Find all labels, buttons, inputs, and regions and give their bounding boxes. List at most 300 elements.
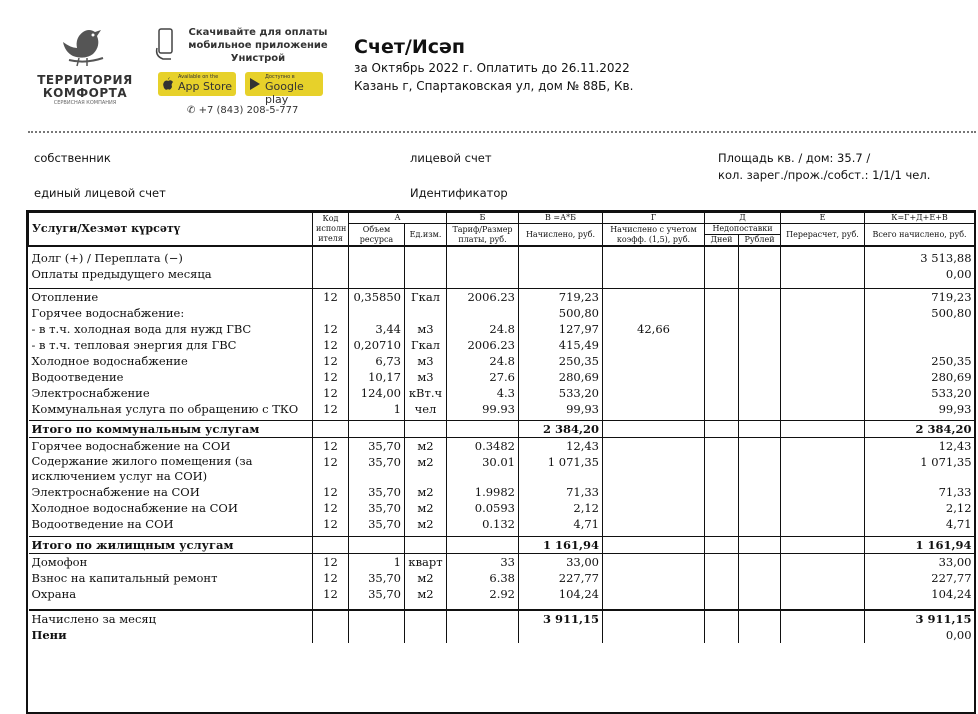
cell-volume: 35,70: [349, 438, 405, 455]
unified-account-label: единый лицевой счет: [34, 186, 166, 200]
cell-tariff: [447, 266, 519, 282]
cell-recalc: [781, 553, 865, 570]
cell-unit: [405, 536, 447, 553]
header-rubles: Рублей: [739, 235, 781, 247]
cell-tariff: 6.38: [447, 570, 519, 586]
cell-coef: [603, 610, 705, 627]
cell-charged: 3 911,15: [519, 610, 603, 627]
invoice-header: [0, 0, 978, 130]
cell-name: Холодное водоснабжение на СОИ: [31, 501, 238, 515]
cell-charged: [519, 627, 603, 643]
cell-volume: 1: [349, 401, 405, 417]
cell-code: 12: [313, 484, 349, 500]
cell-recalc: [781, 500, 865, 516]
cell-charged: 2 384,20: [519, 421, 603, 438]
housing-row: [29, 454, 975, 484]
phone-hand-icon: [155, 28, 177, 60]
cell-unit: м2: [405, 516, 447, 532]
cell-unit: м2: [405, 500, 447, 516]
cell-recalc: [781, 570, 865, 586]
cell-rubles: [739, 250, 781, 266]
cell-rubles: [739, 421, 781, 438]
cell-rubles: [739, 627, 781, 643]
cell-name: Содержание жилого помещения (за исключением услуг на СОИ): [31, 454, 253, 483]
cell-code: [313, 305, 349, 321]
cell-unit: [405, 266, 447, 282]
cell-coef: [603, 570, 705, 586]
cell-code: 12: [313, 369, 349, 385]
cell-charged: 250,35: [519, 353, 603, 369]
cell-rubles: [739, 353, 781, 369]
cell-code: [313, 266, 349, 282]
utility-row: [29, 288, 975, 305]
company-logo: [30, 22, 140, 122]
cell-unit: Гкал: [405, 337, 447, 353]
cell-recalc: [781, 385, 865, 401]
cell-tariff: 33: [447, 553, 519, 570]
header-row-letters: [29, 213, 975, 224]
cell-total: 500,80: [865, 305, 975, 321]
cell-volume: 1: [349, 553, 405, 570]
cell-coef: [603, 288, 705, 305]
cell-coef: [603, 250, 705, 266]
cell-total: 0,00: [865, 627, 975, 643]
cell-charged: 415,49: [519, 337, 603, 353]
cell-rubles: [739, 438, 781, 455]
housing-total-row: [29, 536, 975, 553]
brand-name-line1: ТЕРРИТОРИЯ: [37, 73, 133, 87]
cell-volume: [349, 250, 405, 266]
cell-total: 104,24: [865, 586, 975, 602]
cell-volume: 35,70: [349, 454, 405, 484]
google-play-button[interactable]: [245, 72, 323, 106]
cell-volume: 35,70: [349, 586, 405, 602]
header-service: Услуги/Хезмәт күрсәтү: [29, 213, 313, 247]
cell-days: [705, 353, 739, 369]
utility-row: [29, 369, 975, 385]
cell-coef: [603, 369, 705, 385]
cell-recalc: [781, 321, 865, 337]
utility-row: [29, 385, 975, 401]
cell-name: Оплаты предыдущего месяца: [31, 267, 212, 281]
header-unit: Ед.изм.: [405, 224, 447, 247]
cell-days: [705, 536, 739, 553]
account-label: лицевой счет: [410, 151, 492, 165]
brand-subtitle: СЕРВИСНАЯ КОМПАНИЯ: [53, 100, 117, 106]
cell-tariff: [447, 536, 519, 553]
cell-days: [705, 337, 739, 353]
housing-row: [29, 484, 975, 500]
cell-name: Охрана: [31, 586, 77, 601]
cell-total: 719,23: [865, 288, 975, 305]
cell-coef: [603, 484, 705, 500]
header-days: Дней: [705, 235, 739, 247]
cell-coef: [603, 337, 705, 353]
cell-rubles: [739, 500, 781, 516]
cell-volume: [349, 536, 405, 553]
cell-name: Пени: [31, 627, 67, 642]
cell-days: [705, 516, 739, 532]
cell-total: 99,93: [865, 401, 975, 417]
cell-days: [705, 421, 739, 438]
header-d: Д: [705, 213, 781, 224]
cell-tariff: 4.3: [447, 385, 519, 401]
header-code: Код исполн ителя: [313, 213, 349, 247]
charges-table-body: [29, 246, 975, 643]
cell-tariff: 2006.23: [447, 288, 519, 305]
cell-total: 0,00: [865, 266, 975, 282]
month-total-row: [29, 610, 975, 627]
cell-total: 3 513,88: [865, 250, 975, 266]
cell-days: [705, 610, 739, 627]
cell-unit: [405, 602, 447, 610]
cell-rubles: [739, 266, 781, 282]
cell-volume: 3,44: [349, 321, 405, 337]
cell-charged: 4,71: [519, 516, 603, 532]
cell-recalc: [781, 421, 865, 438]
cell-code: 12: [313, 516, 349, 532]
cell-rubles: [739, 553, 781, 570]
cell-name: Горячее водоснабжение на СОИ: [29, 438, 313, 455]
cell-code: 12: [313, 337, 349, 353]
cell-code: [313, 421, 349, 438]
cell-coef: [603, 421, 705, 438]
cell-tariff: 24.8: [447, 353, 519, 369]
cell-total: [865, 602, 975, 610]
header-a: А: [349, 213, 447, 224]
cell-tariff: 2.92: [447, 586, 519, 602]
cell-recalc: [781, 438, 865, 455]
cell-charged: 1 071,35: [519, 454, 603, 484]
cell-tariff: 99.93: [447, 401, 519, 417]
cell-total: 2,12: [865, 500, 975, 516]
housing-row: [29, 516, 975, 532]
bird-logo-icon: [55, 22, 115, 70]
apple-icon: [162, 77, 174, 91]
cell-days: [705, 586, 739, 602]
cell-recalc: [781, 627, 865, 643]
cell-coef: [603, 536, 705, 553]
gplay-label: Google play: [265, 80, 304, 106]
cell-rubles: [739, 369, 781, 385]
header-total: Всего начислено, руб.: [865, 224, 975, 247]
phone-icon: ✆: [187, 105, 196, 116]
cell-name: Домофон: [29, 553, 313, 570]
cell-volume: [349, 421, 405, 438]
support-phone[interactable]: [187, 105, 298, 116]
cell-code: [313, 610, 349, 627]
brand-name-line2: КОМФОРТА: [42, 86, 128, 100]
cell-rubles: [739, 454, 781, 484]
cell-tariff: [447, 421, 519, 438]
cell-days: [705, 305, 739, 321]
cell-unit: [405, 250, 447, 266]
cell-total: [865, 337, 975, 353]
gplay-small-text: Доступно в: [265, 74, 295, 80]
cell-rubles: [739, 586, 781, 602]
cell-unit: [405, 610, 447, 627]
cell-code: 12: [313, 353, 349, 369]
cell-volume: 35,70: [349, 500, 405, 516]
cell-volume: [349, 602, 405, 610]
cell-name: Итого по жилищным услугам: [29, 536, 313, 553]
cell-code: 12: [313, 586, 349, 602]
utility-row: [29, 321, 975, 337]
cell-code: [313, 602, 349, 610]
cell-name: Электроснабжение на СОИ: [31, 485, 200, 499]
cell-volume: 35,70: [349, 516, 405, 532]
header-g: Г: [603, 213, 705, 224]
cell-coef: [603, 553, 705, 570]
cell-name: Начислено за месяц: [29, 610, 313, 627]
cell-coef: [603, 385, 705, 401]
header-k: К=Г+Д+Е+В: [865, 213, 975, 224]
cell-total: 533,20: [865, 385, 975, 401]
cell-unit: м2: [405, 586, 447, 602]
cell-volume: [349, 610, 405, 627]
cell-days: [705, 321, 739, 337]
cell-recalc: [781, 536, 865, 553]
area-label: Площадь кв. / дом: 35.7 /: [718, 151, 871, 165]
cell-coef: [603, 627, 705, 643]
cell-recalc: [781, 305, 865, 321]
cell-unit: [405, 627, 447, 643]
cell-total: 227,77: [865, 570, 975, 586]
cell-total: [865, 321, 975, 337]
utility-row: [29, 353, 975, 369]
cell-days: [705, 627, 739, 643]
debt-row: [29, 250, 975, 266]
cell-charged: 12,43: [519, 438, 603, 455]
cell-code: 12: [313, 570, 349, 586]
cell-volume: 35,70: [349, 484, 405, 500]
header-shortfall: Недопоставки: [705, 224, 781, 235]
cell-tariff: 30.01: [447, 454, 519, 484]
cell-volume: [349, 627, 405, 643]
cell-coef: [603, 353, 705, 369]
cell-days: [705, 385, 739, 401]
cell-tariff: [447, 627, 519, 643]
utilities-total-row: [29, 421, 975, 438]
cell-tariff: [447, 305, 519, 321]
cell-recalc: [781, 516, 865, 532]
cell-charged: [519, 266, 603, 282]
cell-code: 12: [313, 438, 349, 455]
cell-days: [705, 553, 739, 570]
cell-coef: [603, 602, 705, 610]
cell-code: 12: [313, 553, 349, 570]
cell-unit: кварт: [405, 553, 447, 570]
cell-volume: 10,17: [349, 369, 405, 385]
header-recalc: Перерасчет, руб.: [781, 224, 865, 247]
cell-name: - в т.ч. тепловая энергия для ГВС: [31, 337, 237, 352]
cell-days: [705, 288, 739, 305]
cell-unit: м2: [405, 484, 447, 500]
penalty-row: [29, 627, 975, 643]
cell-tariff: [447, 250, 519, 266]
cell-charged: 127,97: [519, 321, 603, 337]
cell-rubles: [739, 516, 781, 532]
cell-recalc: [781, 586, 865, 602]
cell-code: 12: [313, 401, 349, 417]
cell-code: 12: [313, 288, 349, 305]
cell-days: [705, 484, 739, 500]
cell-name: Итого по коммунальным услугам: [29, 421, 313, 438]
appstore-label: App Store: [178, 80, 233, 93]
cell-charged: 227,77: [519, 570, 603, 586]
cell-coef: 42,66: [603, 321, 705, 337]
cell-charged: 2,12: [519, 500, 603, 516]
cell-recalc: [781, 337, 865, 353]
housing-row: [29, 438, 975, 455]
other-service-row: [29, 570, 975, 586]
google-play-icon: [249, 77, 261, 91]
cell-rubles: [739, 321, 781, 337]
cell-coef: [603, 401, 705, 417]
cell-charged: 99,93: [519, 401, 603, 417]
cell-days: [705, 570, 739, 586]
cell-recalc: [781, 401, 865, 417]
cell-rubles: [739, 401, 781, 417]
cell-days: [705, 454, 739, 484]
cell-total: 280,69: [865, 369, 975, 385]
cell-unit: м2: [405, 570, 447, 586]
cell-name: Электроснабжение: [31, 385, 150, 400]
cell-rubles: [739, 484, 781, 500]
cell-charged: 280,69: [519, 369, 603, 385]
prev-payment-row: [29, 266, 975, 282]
other-service-row: [29, 586, 975, 602]
cell-name: Холодное водоснабжение: [31, 353, 188, 368]
utility-row: [29, 305, 975, 321]
cell-name: Горячее водоснабжение:: [31, 305, 185, 320]
cell-code: [313, 627, 349, 643]
header-volume: Объем ресурса: [349, 224, 405, 247]
cell-tariff: 0.132: [447, 516, 519, 532]
cell-name: Отопление: [29, 288, 313, 305]
housing-row: [29, 500, 975, 516]
cell-code: [313, 250, 349, 266]
cell-rubles: [739, 385, 781, 401]
invoice-title: Счет/Исәп: [354, 36, 466, 58]
cell-total: 3 911,15: [865, 610, 975, 627]
cell-name: Водоотведение: [31, 369, 124, 384]
cell-tariff: 24.8: [447, 321, 519, 337]
cell-volume: 124,00: [349, 385, 405, 401]
cell-name: Коммунальная услуга по обращению с ТКО: [31, 401, 299, 416]
invoice-period: за Октябрь 2022 г. Оплатить до 26.11.2022: [354, 61, 630, 75]
cell-total: 1 161,94: [865, 536, 975, 553]
cell-days: [705, 401, 739, 417]
cell-name: - в т.ч. холодная вода для нужд ГВС: [31, 321, 252, 336]
header-coef: Начислено с учетом коэфф. (1,5), руб.: [603, 224, 705, 247]
cell-total: 250,35: [865, 353, 975, 369]
cell-unit: м3: [405, 369, 447, 385]
cell-name: Взнос на капитальный ремонт: [31, 570, 218, 585]
cell-recalc: [781, 484, 865, 500]
other-service-row: [29, 553, 975, 570]
dotted-divider: [28, 131, 976, 133]
cell-unit: м3: [405, 321, 447, 337]
cell-recalc: [781, 454, 865, 484]
app-promo: [155, 26, 330, 121]
cell-code: [313, 536, 349, 553]
cell-tariff: 2006.23: [447, 337, 519, 353]
cell-charged: 533,20: [519, 385, 603, 401]
cell-name: [29, 602, 313, 610]
cell-tariff: 0.3482: [447, 438, 519, 455]
cell-total: 71,33: [865, 484, 975, 500]
cell-rubles: [739, 288, 781, 305]
identifier-label: Идентификатор: [410, 186, 508, 200]
cell-tariff: 27.6: [447, 369, 519, 385]
cell-tariff: 0.0593: [447, 500, 519, 516]
cell-tariff: 1.9982: [447, 484, 519, 500]
cell-days: [705, 500, 739, 516]
cell-days: [705, 602, 739, 610]
cell-recalc: [781, 266, 865, 282]
cell-recalc: [781, 369, 865, 385]
cell-charged: 500,80: [519, 305, 603, 321]
header-tariff: Тариф/Размер платы, руб.: [447, 224, 519, 247]
cell-rubles: [739, 536, 781, 553]
cell-recalc: [781, 610, 865, 627]
charges-table: [28, 212, 975, 643]
cell-code: 12: [313, 454, 349, 484]
cell-tariff: [447, 602, 519, 610]
cell-volume: [349, 266, 405, 282]
cell-total: 12,43: [865, 438, 975, 455]
appstore-small-text: Available on the: [178, 74, 219, 80]
cell-unit: м2: [405, 454, 447, 484]
cell-unit: м2: [405, 438, 447, 455]
cell-unit: кВт.ч: [405, 385, 447, 401]
cell-rubles: [739, 337, 781, 353]
cell-coef: [603, 266, 705, 282]
cell-charged: 33,00: [519, 553, 603, 570]
cell-rubles: [739, 305, 781, 321]
utility-row: [29, 401, 975, 417]
cell-rubles: [739, 610, 781, 627]
cell-coef: [603, 586, 705, 602]
invoice-address: Казань г, Спартаковская ул, дом № 88Б, Кв.: [354, 79, 634, 93]
cell-days: [705, 250, 739, 266]
cell-days: [705, 438, 739, 455]
header-b: Б: [447, 213, 519, 224]
cell-total: 1 071,35: [865, 454, 975, 484]
cell-volume: 0,35850: [349, 288, 405, 305]
header-charged: Начислено, руб.: [519, 224, 603, 247]
cell-charged: 104,24: [519, 586, 603, 602]
cell-code: 12: [313, 321, 349, 337]
appstore-button[interactable]: [158, 72, 236, 96]
cell-volume: 6,73: [349, 353, 405, 369]
cell-total: 4,71: [865, 516, 975, 532]
cell-total: 2 384,20: [865, 421, 975, 438]
cell-rubles: [739, 570, 781, 586]
cell-recalc: [781, 250, 865, 266]
owner-label: собственник: [34, 151, 111, 165]
cell-volume: [349, 305, 405, 321]
cell-unit: [405, 421, 447, 438]
cell-days: [705, 369, 739, 385]
cell-recalc: [781, 353, 865, 369]
cell-coef: [603, 516, 705, 532]
cell-coef: [603, 454, 705, 484]
cell-charged: 71,33: [519, 484, 603, 500]
residents-label: кол. зарег./прож./собст.: 1/1/1 чел.: [718, 168, 931, 182]
cell-name: Водоотведение на СОИ: [31, 517, 174, 531]
